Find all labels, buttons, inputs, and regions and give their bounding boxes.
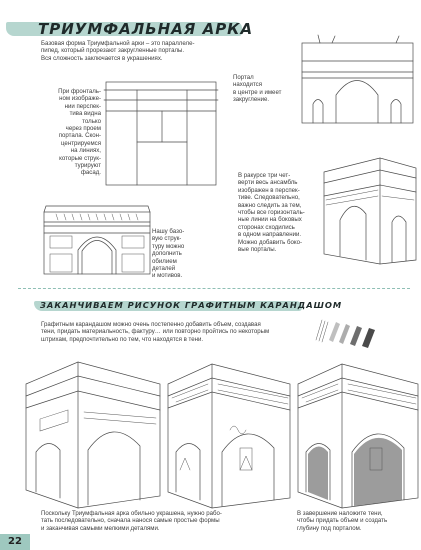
note-line: Портал <box>233 74 254 81</box>
intro-line: Вся сложность заключается в украшениях. <box>41 54 163 62</box>
intro-line: пипед, который прорезают закругленные порталы. <box>41 47 185 55</box>
note-line: в одном направлении. <box>238 231 302 239</box>
caption-line: глубину под порталом. <box>297 524 362 532</box>
note-line: Можно добавить боко- <box>238 238 303 246</box>
note-line: закругление. <box>233 96 270 104</box>
note-line: деталей <box>152 265 176 273</box>
note-line: вую струк- <box>152 235 182 243</box>
caption-right <box>297 510 417 532</box>
page-number: 22 <box>0 534 30 550</box>
note-line: и мотивов. <box>152 272 183 280</box>
note-line: ном изображе- <box>59 95 101 103</box>
section-title-graphite: ЗАКАНЧИВАЕМ РИСУНОК ГРАФИТНЫМ КАРАНДАШОМ <box>40 300 343 310</box>
note-line: чтобы все горизонталь- <box>238 209 305 217</box>
note-line: изображен в перспек- <box>238 186 300 194</box>
caption-line: Поскольку Триумфальная арка обильно украшена, нужно рабо- <box>41 510 222 517</box>
note-line: обилием <box>152 257 177 265</box>
note-line: тиве. Следовательно, <box>238 194 300 202</box>
intro-line: тени, придать материальность, фактуру… или повторно пройтись по некоторым <box>41 328 270 336</box>
note-line: важно следить за тем, <box>238 201 302 209</box>
note-line: Нашу базо- <box>152 228 185 235</box>
caption-line: чтобы придать объем и создать <box>297 517 388 525</box>
note-line: на линиях, <box>70 147 101 155</box>
note-line: находится <box>233 81 263 89</box>
intro-line: Базовая форма Триумфальной арки – это параллеле- <box>41 40 195 47</box>
note-line: которые струк- <box>59 154 101 162</box>
intro-line: Графитным карандашом можно очень постепенно добавить объем, создавая <box>41 321 261 328</box>
caption-line: и заканчивая самыми мелкими деталями. <box>41 524 160 532</box>
caption-left <box>41 510 271 532</box>
caption-line: В завершение наложите тени, <box>297 510 383 517</box>
note-line: При фронталь- <box>58 88 101 95</box>
note-line: верти весь ансамбль <box>238 179 298 187</box>
note-line: вые порталы. <box>238 246 277 254</box>
note-line: нии перспек- <box>64 102 101 110</box>
note-line: ные линии на боковых <box>238 216 302 224</box>
note-line: центрируемся <box>61 139 101 147</box>
note-line: дополнить <box>152 250 182 258</box>
caption-line: тать последовательно, сначала нанося самые простые формы <box>41 517 220 525</box>
note-line: через проем <box>65 125 101 133</box>
note-line: туру можно <box>152 242 185 250</box>
note-line: В ракурсе три чет- <box>238 172 291 179</box>
note-line: только <box>82 117 101 125</box>
note-line: сторонах сходились <box>238 223 295 231</box>
section-title-arc: ТРИУМФАЛЬНАЯ АРКА <box>38 20 254 38</box>
note-line: в центре и имеет <box>233 88 282 96</box>
note-line: портала. Скон- <box>58 132 101 140</box>
note-line: фасад. <box>80 169 101 177</box>
intro-line: штрихам, предпочтительно по тем, что находятся в тени. <box>41 335 204 343</box>
note-line: турируют <box>74 162 101 170</box>
note-line: тива видна <box>69 110 101 118</box>
